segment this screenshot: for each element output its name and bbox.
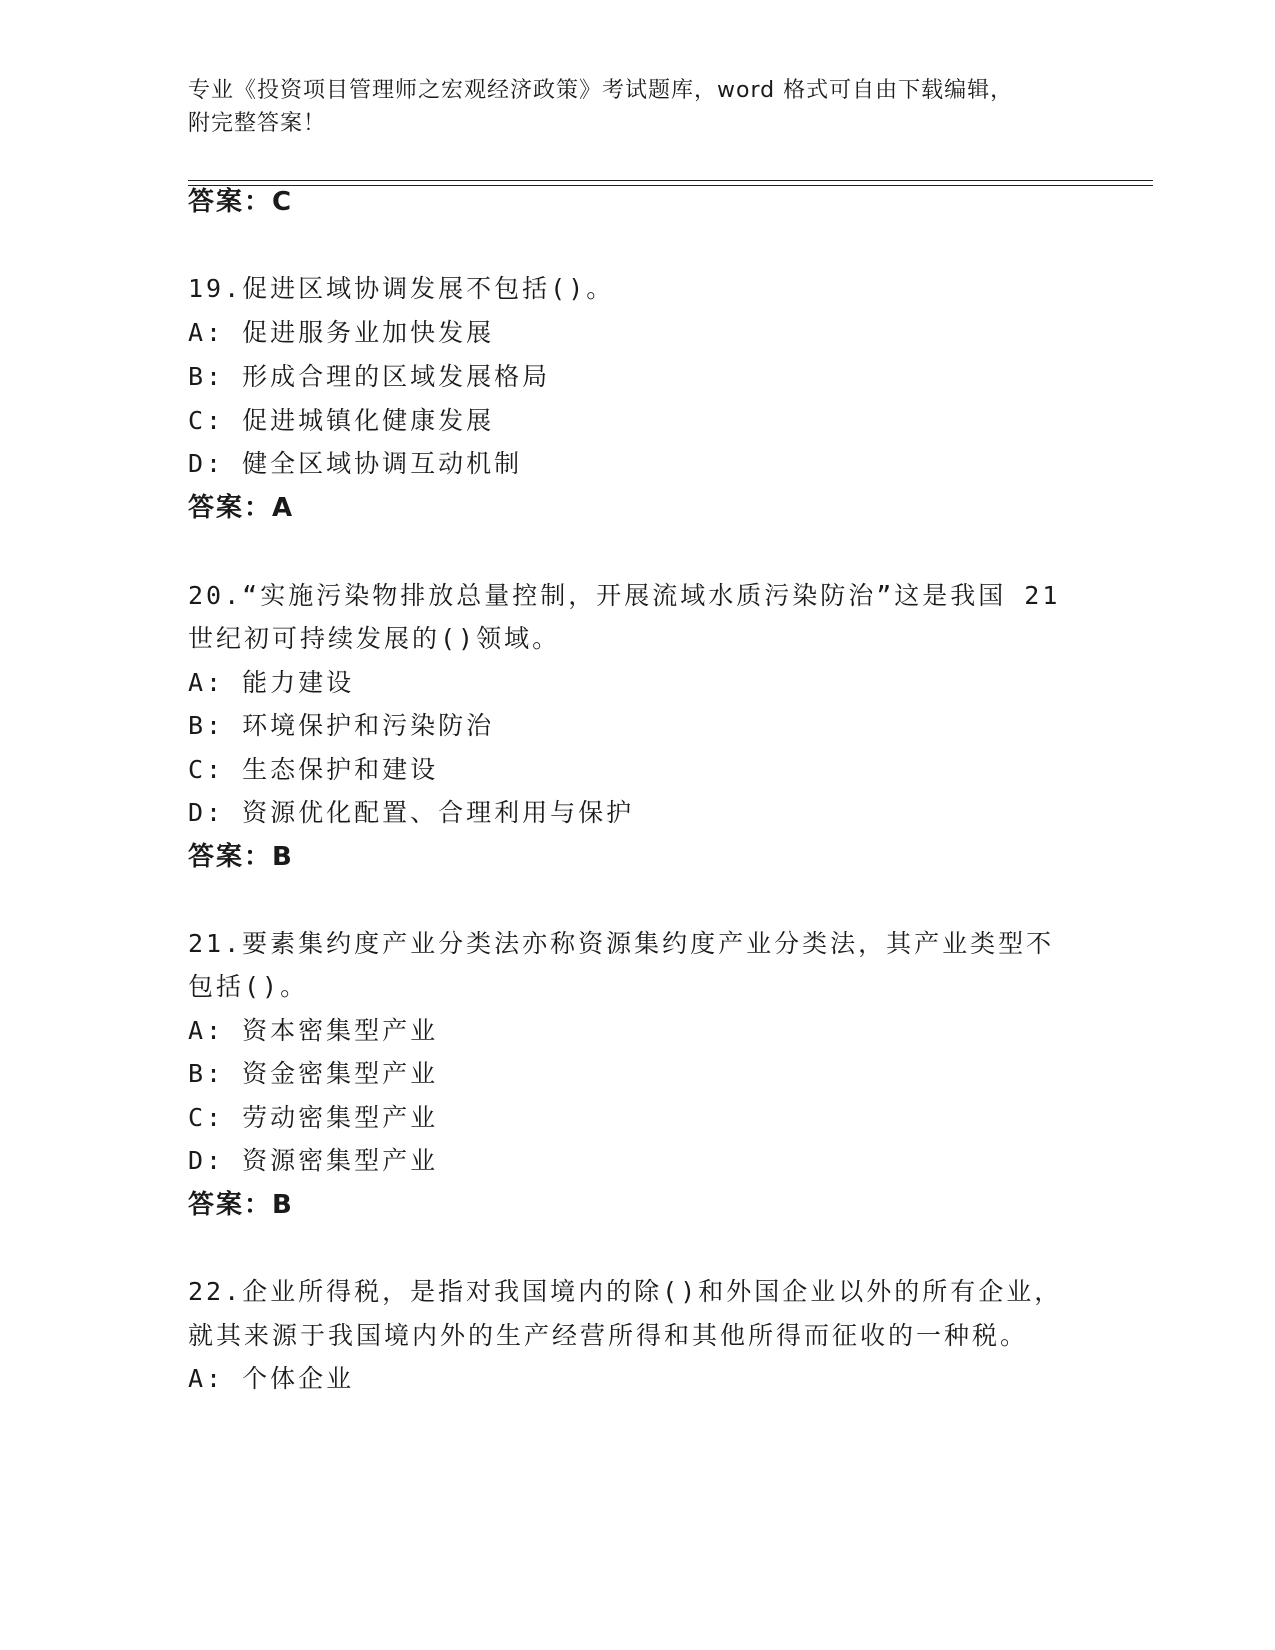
header-line-2: 附完整答案！ (188, 111, 327, 136)
question-19-option-a: A: 促进服务业加快发展 (188, 318, 495, 347)
previous-answer: 答案：C (188, 187, 294, 217)
question-20-stem-line-1: 20.“实施污染物排放总量控制，开展流域水质污染防治”这是我国 21 (188, 581, 1061, 610)
question-19-option-b: B: 形成合理的区域发展格局 (188, 362, 551, 391)
header-divider-top (188, 180, 1153, 181)
header-line-1: 专业《投资项目管理师之宏观经济政策》考试题库，word 格式可自由下载编辑， (188, 78, 1014, 103)
question-20-stem-line-2: 世纪初可持续发展的()领域。 (188, 624, 561, 653)
question-21-option-b: B: 资金密集型产业 (188, 1059, 439, 1088)
document-header (188, 74, 1088, 140)
question-21-option-a: A: 资本密集型产业 (188, 1016, 439, 1045)
question-20-option-c: C: 生态保护和建设 (188, 755, 439, 784)
question-20-answer: 答案：B (188, 842, 294, 872)
question-21-stem-line-1: 21.要素集约度产业分类法亦称资源集约度产业分类法，其产业类型不 (188, 929, 1055, 958)
question-22-stem-line-2: 就其来源于我国境内外的生产经营所得和其他所得而征收的一种税。 (188, 1321, 1029, 1350)
question-21-option-c: C: 劳动密集型产业 (188, 1103, 439, 1132)
question-19-stem: 19.促进区域协调发展不包括()。 (188, 274, 615, 303)
question-22-option-a: A: 个体企业 (188, 1364, 355, 1393)
question-19-option-c: C: 促进城镇化健康发展 (188, 406, 495, 435)
question-21-answer: 答案：B (188, 1190, 294, 1220)
header-divider-bottom (188, 185, 1153, 186)
question-21-stem-line-2: 包括()。 (188, 972, 309, 1001)
question-20-option-d: D: 资源优化配置、合理利用与保护 (188, 798, 635, 827)
question-21-option-d: D: 资源密集型产业 (188, 1146, 439, 1175)
question-20-option-b: B: 环境保护和污染防治 (188, 711, 495, 740)
question-20-option-a: A: 能力建设 (188, 668, 355, 697)
question-19-option-d: D: 健全区域协调互动机制 (188, 449, 523, 478)
question-19-answer: 答案：A (188, 493, 295, 523)
question-22-stem-line-1: 22.企业所得税，是指对我国境内的除()和外国企业以外的所有企业， (188, 1277, 1063, 1306)
